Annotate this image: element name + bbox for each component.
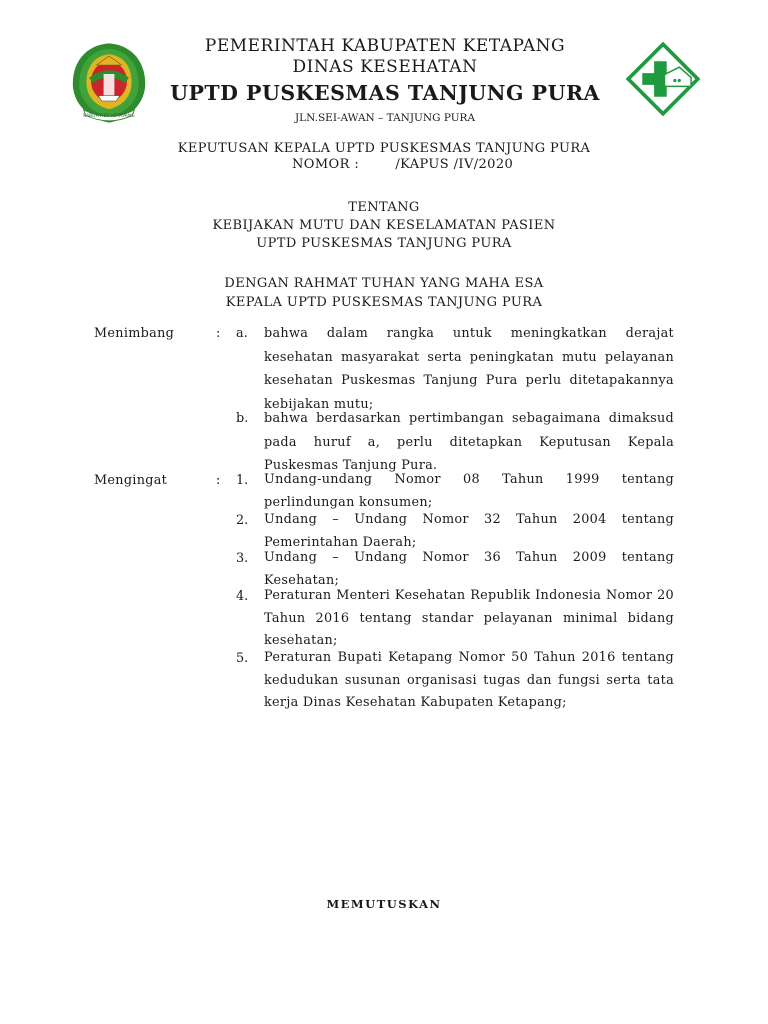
about-label: TENTANG <box>348 200 420 215</box>
government-name: PEMERINTAH KABUPATEN KETAPANG <box>204 36 566 56</box>
subject-line-2: UPTD PUSKESMAS TANJUNG PURA <box>256 236 512 251</box>
mengingat-item-4: Peraturan Menteri Kesehatan Republik Indonesia Nomor 20 Tahun 2016 tentang standar pelayanan minimal bidang kesehatan; <box>264 588 674 648</box>
menimbang-colon: : <box>216 326 221 341</box>
mengingat-item-5: Peraturan Bupati Ketapang Nomor 50 Tahun 2016 tentang kedudukan susunan organisasi tugas dan fungsi serta tata kerja Dinas Kesehatan Kabupaten Ketapang; <box>264 650 674 710</box>
emblem-ribbon-text: KABUPATEN KETAPANG <box>83 114 135 120</box>
decree-number: NOMOR : /KAPUS /IV/2020 <box>292 157 514 172</box>
mengingat-marker-5: 5. <box>236 651 249 666</box>
puskesmas-logo <box>626 42 700 116</box>
menimbang-item-b: bahwa berdasarkan pertimbangan sebagaimana dimaksud pada huruf a, perlu ditetapkan Keputusan Kepala Puskesmas Tanjung Pura. <box>264 411 674 473</box>
blessing-line-1: DENGAN RAHMAT TUHAN YANG MAHA ESA <box>224 276 544 291</box>
mengingat-marker-4: 4. <box>236 589 249 604</box>
unit-name: UPTD PUSKESMAS TANJUNG PURA <box>170 81 600 105</box>
decision-heading: MEMUTUSKAN <box>326 897 442 911</box>
mengingat-item-1: Undang-undang Nomor 08 Tahun 1999 tentang perlindungan konsumen; <box>264 472 674 510</box>
mengingat-label: Mengingat <box>94 473 168 488</box>
subject-line-1: KEBIJAKAN MUTU DAN KESELAMATAN PASIEN <box>212 218 556 233</box>
mengingat-marker-2: 2. <box>236 513 249 528</box>
menimbang-marker-a: a. <box>236 326 248 341</box>
mengingat-marker-3: 3. <box>236 551 249 566</box>
menimbang-item-a: bahwa dalam rangka untuk meningkatkan derajat kesehatan masyarakat serta peningkatan mutu pelayanan kesehatan Puskesmas Tanjung Pura perlu ditetapakannya kebijakan mutu; <box>264 326 674 412</box>
regency-emblem-logo <box>64 38 154 128</box>
letterhead <box>150 36 620 126</box>
menimbang-label: Menimbang <box>94 326 175 341</box>
mengingat-item-2: Undang – Undang Nomor 32 Tahun 2004 tentang Pemerintahan Daerah; <box>264 512 674 550</box>
decree-title: KEPUTUSAN KEPALA UPTD PUSKESMAS TANJUNG PURA <box>177 141 591 156</box>
mengingat-item-3: Undang – Undang Nomor 36 Tahun 2009 tentang Kesehatan; <box>264 550 674 588</box>
mengingat-colon: : <box>216 473 221 488</box>
address: JLN.SEI-AWAN – TANJUNG PURA <box>294 112 476 124</box>
blessing-line-2: KEPALA UPTD PUSKESMAS TANJUNG PURA <box>225 295 543 310</box>
menimbang-marker-b: b. <box>236 411 249 426</box>
mengingat-marker-1: 1. <box>236 473 249 488</box>
department-name: DINAS KESEHATAN <box>292 57 478 77</box>
